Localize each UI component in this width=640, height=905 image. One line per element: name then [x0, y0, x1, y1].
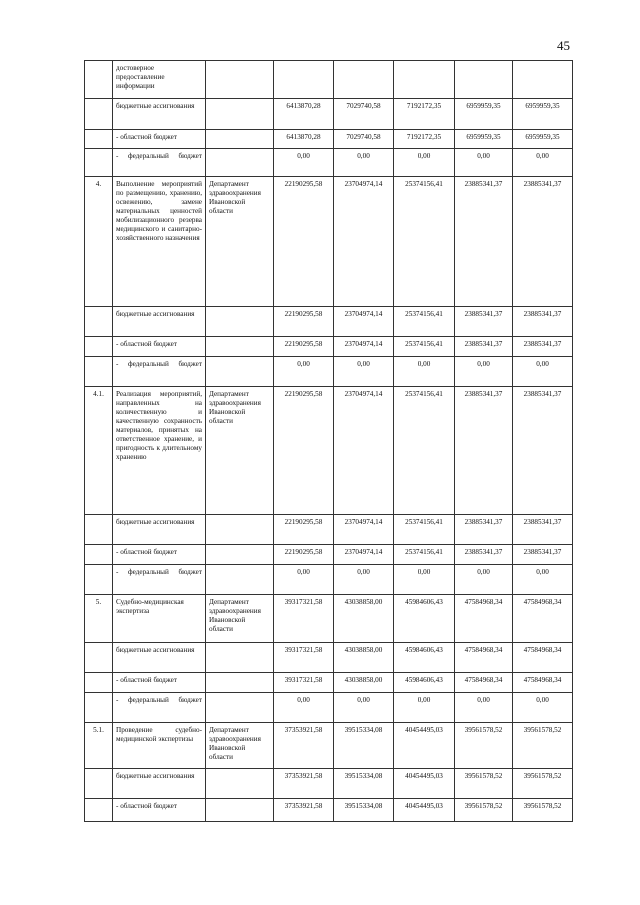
row-value-cell: 0,00	[455, 693, 513, 723]
row-executor-cell	[206, 565, 274, 595]
row-value-cell: 0,00	[274, 149, 334, 177]
row-value-cell: 23885341,37	[455, 307, 513, 337]
row-value-cell: 25374156,41	[394, 177, 455, 307]
row-name-cell: - областной бюджет	[113, 799, 206, 822]
row-value-cell: 23885341,37	[513, 337, 573, 357]
table-row	[85, 723, 573, 769]
row-value-cell: 43038858,00	[334, 673, 394, 693]
row-number-cell	[85, 130, 113, 149]
row-executor-cell	[206, 99, 274, 130]
row-value-cell: 22190295,58	[274, 545, 334, 565]
row-name-cell: бюджетные ассигнования	[113, 307, 206, 337]
row-value-cell: 7192172,35	[394, 130, 455, 149]
row-value-cell: 0,00	[455, 357, 513, 387]
row-value-cell: 25374156,41	[394, 545, 455, 565]
row-value-cell: 6959959,35	[513, 130, 573, 149]
row-number-cell	[85, 643, 113, 673]
page-number: 45	[557, 38, 570, 53]
row-value-cell: 39561578,52	[513, 769, 573, 799]
row-executor-cell	[206, 307, 274, 337]
row-executor-cell	[206, 61, 274, 99]
row-value-cell: 23704974,14	[334, 337, 394, 357]
row-name-cell: - областной бюджет	[113, 337, 206, 357]
row-value-cell: 39515334,08	[334, 799, 394, 822]
table-row	[85, 769, 573, 799]
row-number-cell	[85, 61, 113, 99]
table-row	[85, 387, 573, 515]
row-number-cell	[85, 99, 113, 130]
row-value-cell: 37353921,58	[274, 723, 334, 769]
row-value-cell: 0,00	[274, 693, 334, 723]
row-value-cell: 0,00	[334, 565, 394, 595]
table-row	[85, 61, 573, 99]
row-number-cell: 5.	[85, 595, 113, 643]
row-number-cell: 4.1.	[85, 387, 113, 515]
row-value-cell: 43038858,00	[334, 643, 394, 673]
row-executor-cell	[206, 515, 274, 545]
row-value-cell: 23885341,37	[455, 545, 513, 565]
row-value-cell: 37353921,58	[274, 799, 334, 822]
row-number-cell	[85, 357, 113, 387]
row-number-cell	[85, 337, 113, 357]
row-value-cell: 0,00	[274, 357, 334, 387]
row-value-cell: 0,00	[394, 149, 455, 177]
row-value-cell: 6413870,28	[274, 130, 334, 149]
row-value-cell: 47584968,34	[455, 643, 513, 673]
row-name-cell: Судебно-медицинская экспертиза	[113, 595, 206, 643]
row-number-cell	[85, 545, 113, 565]
row-value-cell: 0,00	[394, 357, 455, 387]
row-executor-cell: Департамент здравоохранения Ивановской области	[206, 387, 274, 515]
row-value-cell: 23704974,14	[334, 177, 394, 307]
row-value-cell: 22190295,58	[274, 177, 334, 307]
row-number-cell	[85, 515, 113, 545]
row-value-cell: 39317321,58	[274, 643, 334, 673]
row-value-cell: 6413870,28	[274, 99, 334, 130]
table-row	[85, 595, 573, 643]
row-value-cell: 23885341,37	[513, 307, 573, 337]
row-value-cell: 0,00	[513, 149, 573, 177]
row-value-cell: 47584968,34	[513, 673, 573, 693]
row-value-cell: 0,00	[513, 565, 573, 595]
row-value-cell: 39317321,58	[274, 673, 334, 693]
row-value-cell: 23885341,37	[455, 337, 513, 357]
row-name-cell: Проведение судебно-медицинской экспертизы	[113, 723, 206, 769]
row-value-cell: 22190295,58	[274, 307, 334, 337]
row-value-cell: 6959959,35	[513, 99, 573, 130]
row-value-cell: 23704974,14	[334, 515, 394, 545]
row-value-cell: 0,00	[513, 357, 573, 387]
row-value-cell: 6959959,35	[455, 130, 513, 149]
table-row	[85, 545, 573, 565]
row-value-cell: 37353921,58	[274, 769, 334, 799]
row-value-cell: 25374156,41	[394, 307, 455, 337]
row-value-cell: 0,00	[394, 693, 455, 723]
row-executor-cell	[206, 643, 274, 673]
row-value-cell	[394, 61, 455, 99]
row-value-cell: 45984606,43	[394, 643, 455, 673]
row-value-cell: 23704974,14	[334, 307, 394, 337]
row-executor-cell: Департамент здравоохранения Ивановской области	[206, 595, 274, 643]
row-name-cell: Реализация мероприятий, направленных на количественную и качественную сохранность материалов, принятых на ответственное хранение, и пригодность к длительному хранению	[113, 387, 206, 515]
row-value-cell: 0,00	[455, 565, 513, 595]
row-value-cell: 40454495,03	[394, 723, 455, 769]
row-value-cell: 22190295,58	[274, 515, 334, 545]
row-value-cell: 23885341,37	[513, 515, 573, 545]
row-value-cell: 39515334,08	[334, 769, 394, 799]
row-executor-cell	[206, 130, 274, 149]
row-value-cell	[334, 61, 394, 99]
row-executor-cell: Департамент здравоохранения Ивановской области	[206, 723, 274, 769]
row-value-cell: 0,00	[394, 565, 455, 595]
row-name-cell: Выполнение мероприятий по размещению, хранению, освежению, замене материальных ценностей мобилизационного резерва медицинского и санитарно-хозяйственного назначения	[113, 177, 206, 307]
row-value-cell: 6959959,35	[455, 99, 513, 130]
row-value-cell: 39561578,52	[455, 769, 513, 799]
row-value-cell: 23885341,37	[513, 387, 573, 515]
table-row	[85, 337, 573, 357]
table-row	[85, 643, 573, 673]
row-value-cell: 25374156,41	[394, 387, 455, 515]
row-executor-cell	[206, 357, 274, 387]
row-number-cell: 4.	[85, 177, 113, 307]
row-value-cell: 0,00	[513, 693, 573, 723]
row-value-cell: 39561578,52	[513, 799, 573, 822]
row-value-cell: 7029740,58	[334, 99, 394, 130]
row-name-cell: - федеральный бюджет	[113, 357, 206, 387]
row-value-cell: 45984606,43	[394, 673, 455, 693]
row-name-cell: бюджетные ассигнования	[113, 643, 206, 673]
row-value-cell	[274, 61, 334, 99]
row-executor-cell	[206, 545, 274, 565]
row-name-cell: - федеральный бюджет	[113, 149, 206, 177]
row-value-cell: 47584968,34	[455, 673, 513, 693]
row-executor-cell	[206, 769, 274, 799]
row-value-cell: 0,00	[455, 149, 513, 177]
row-value-cell: 23885341,37	[455, 387, 513, 515]
row-number-cell	[85, 149, 113, 177]
row-value-cell: 43038858,00	[334, 595, 394, 643]
row-value-cell: 0,00	[334, 357, 394, 387]
row-executor-cell	[206, 799, 274, 822]
row-name-cell: - федеральный бюджет	[113, 565, 206, 595]
row-value-cell: 39561578,52	[455, 723, 513, 769]
row-name-cell: - областной бюджет	[113, 545, 206, 565]
row-name-cell: - федеральный бюджет	[113, 693, 206, 723]
row-name-cell: бюджетные ассигнования	[113, 769, 206, 799]
row-value-cell	[513, 61, 573, 99]
row-number-cell	[85, 307, 113, 337]
row-value-cell: 7192172,35	[394, 99, 455, 130]
row-number-cell	[85, 565, 113, 595]
row-number-cell	[85, 693, 113, 723]
row-executor-cell	[206, 149, 274, 177]
row-value-cell: 25374156,41	[394, 337, 455, 357]
row-value-cell: 23704974,14	[334, 545, 394, 565]
row-value-cell: 23704974,14	[334, 387, 394, 515]
row-number-cell	[85, 799, 113, 822]
row-name-cell: - областной бюджет	[113, 673, 206, 693]
table-row	[85, 673, 573, 693]
row-value-cell: 47584968,34	[513, 643, 573, 673]
row-value-cell: 23885341,37	[455, 515, 513, 545]
row-value-cell: 23885341,37	[513, 545, 573, 565]
row-value-cell: 7029740,58	[334, 130, 394, 149]
row-value-cell: 25374156,41	[394, 515, 455, 545]
table-row	[85, 149, 573, 177]
row-name-cell: достоверное предоставление информации	[113, 61, 206, 99]
row-number-cell	[85, 769, 113, 799]
row-value-cell: 0,00	[334, 149, 394, 177]
row-value-cell: 39561578,52	[455, 799, 513, 822]
row-value-cell: 47584968,34	[513, 595, 573, 643]
row-value-cell: 40454495,03	[394, 769, 455, 799]
row-executor-cell: Департамент здравоохранения Ивановской области	[206, 177, 274, 307]
row-name-cell: - областной бюджет	[113, 130, 206, 149]
row-name-cell: бюджетные ассигнования	[113, 515, 206, 545]
table-row	[85, 693, 573, 723]
table-row	[85, 357, 573, 387]
row-value-cell: 0,00	[274, 565, 334, 595]
table-row	[85, 99, 573, 130]
row-name-cell: бюджетные ассигнования	[113, 99, 206, 130]
row-value-cell: 23885341,37	[513, 177, 573, 307]
row-value-cell: 22190295,58	[274, 337, 334, 357]
row-value-cell: 39317321,58	[274, 595, 334, 643]
row-executor-cell	[206, 673, 274, 693]
row-value-cell: 22190295,58	[274, 387, 334, 515]
row-value-cell: 47584968,34	[455, 595, 513, 643]
budget-table	[84, 60, 573, 822]
row-number-cell: 5.1.	[85, 723, 113, 769]
table-row	[85, 565, 573, 595]
row-value-cell: 45984606,43	[394, 595, 455, 643]
row-value-cell	[455, 61, 513, 99]
table-row	[85, 799, 573, 822]
row-executor-cell	[206, 693, 274, 723]
row-value-cell: 23885341,37	[455, 177, 513, 307]
row-number-cell	[85, 673, 113, 693]
row-value-cell: 39515334,08	[334, 723, 394, 769]
table-row	[85, 177, 573, 307]
row-value-cell: 40454495,03	[394, 799, 455, 822]
row-value-cell: 39561578,52	[513, 723, 573, 769]
table-row	[85, 307, 573, 337]
table-row	[85, 515, 573, 545]
row-value-cell: 0,00	[334, 693, 394, 723]
row-executor-cell	[206, 337, 274, 357]
table-row	[85, 130, 573, 149]
